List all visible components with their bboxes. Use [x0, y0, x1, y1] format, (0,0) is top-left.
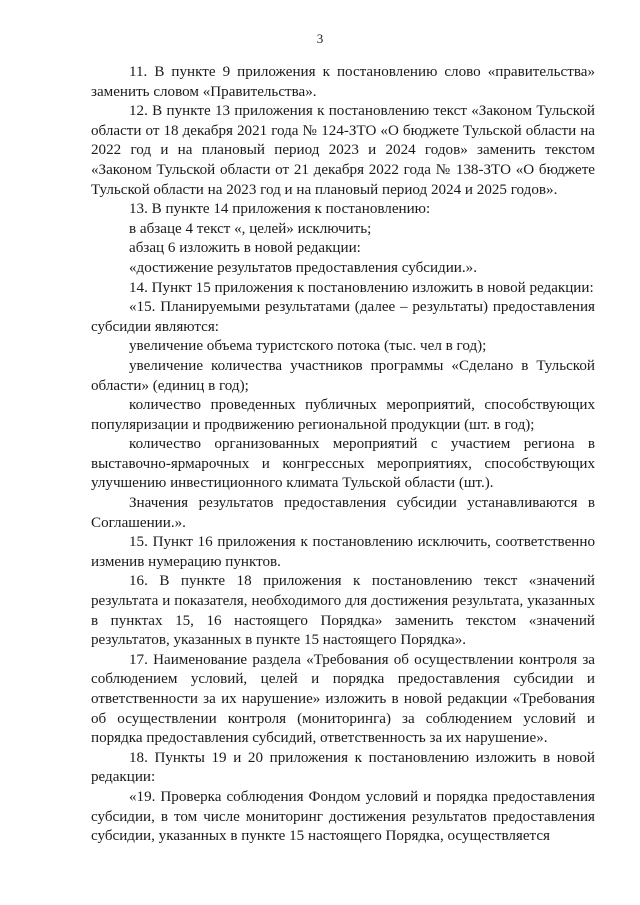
paragraph: «19. Проверка соблюдения Фондом условий и порядка предоставления субсидии, в том числе мониторинг достижения результатов предоставления субсидии, указанных в пункте 15 настоящего Порядка, осуществляется — [91, 788, 595, 845]
paragraph: увеличение объема туристского потока (тыс. чел в год); — [129, 338, 487, 355]
paragraph: 16. В пункте 18 приложения к постановлению текст «значений результата и показателя, необходимого для достижения результата, указанных в пунктах 15, 16 настоящего Порядка» заменить текстом «значений результатов, указанных в пункте 15 настоящего Порядка». — [91, 573, 595, 649]
paragraph: Значения результатов предоставления субсидии устанавливаются в Соглашении.». — [91, 495, 595, 531]
paragraph: 17. Наименование раздела «Требования об осуществлении контроля за соблюдением условий, целей и порядка предоставления субсидии и ответственности за их нарушение» изложить в новой редакции «Требования об осуществлении контроля (мониторинга) за соблюдением условий и порядка предоставления субсидий, ответственность за их нарушение». — [91, 651, 595, 747]
paragraph: 18. Пункты 19 и 20 приложения к постановлению изложить в новой редакции: — [91, 749, 595, 786]
paragraph: «15. Планируемыми результатами (далее – результаты) предоставления субсидии являются: — [91, 299, 595, 335]
paragraph: 14. Пункт 15 приложения к постановлению изложить в новой редакции: — [129, 279, 594, 296]
paragraph: 12. В пункте 13 приложения к постановлению текст «Законом Тульской области от 18 декабря 2021 года № 124-ЗТО «О бюджете Тульской области на 2022 год и на плановый период 2023 и 2024 годов» заменить текстом «Законом Тульской области от 21 декабря 2022 года № 138-ЗТО «О бюджете Тульской области на 2023 год и на плановый период 2024 и 2025 годов». — [91, 103, 595, 198]
paragraph: 11. В пункте 9 приложения к постановлению слово «правительства» заменить словом «Правительства». — [91, 64, 595, 100]
paragraph: «достижение результатов предоставления субсидии.». — [129, 259, 477, 276]
paragraph: в абзаце 4 текст «, целей» исключить; — [129, 220, 372, 237]
document-body — [91, 63, 595, 847]
paragraph: 15. Пункт 16 приложения к постановлению исключить, соответственно изменив нумерацию пунктов. — [91, 534, 595, 570]
paragraph: увеличение количества участников программы «Сделано в Тульской области» (единиц в год); — [91, 357, 595, 394]
page-number: 3 — [316, 31, 324, 46]
paragraph: абзац 6 изложить в новой редакции: — [129, 240, 361, 257]
paragraph: количество организованных мероприятий с участием региона в выставочно-ярмарочных и конгрессных мероприятиях, способствующих улучшению инвестиционного климата Тульской области (шт.). — [91, 436, 595, 492]
paragraph: количество проведенных публичных мероприятий, способствующих популяризации и продвижению региональной продукции (шт. в год); — [91, 397, 595, 433]
paragraph: 13. В пункте 14 приложения к постановлению: — [129, 201, 431, 218]
